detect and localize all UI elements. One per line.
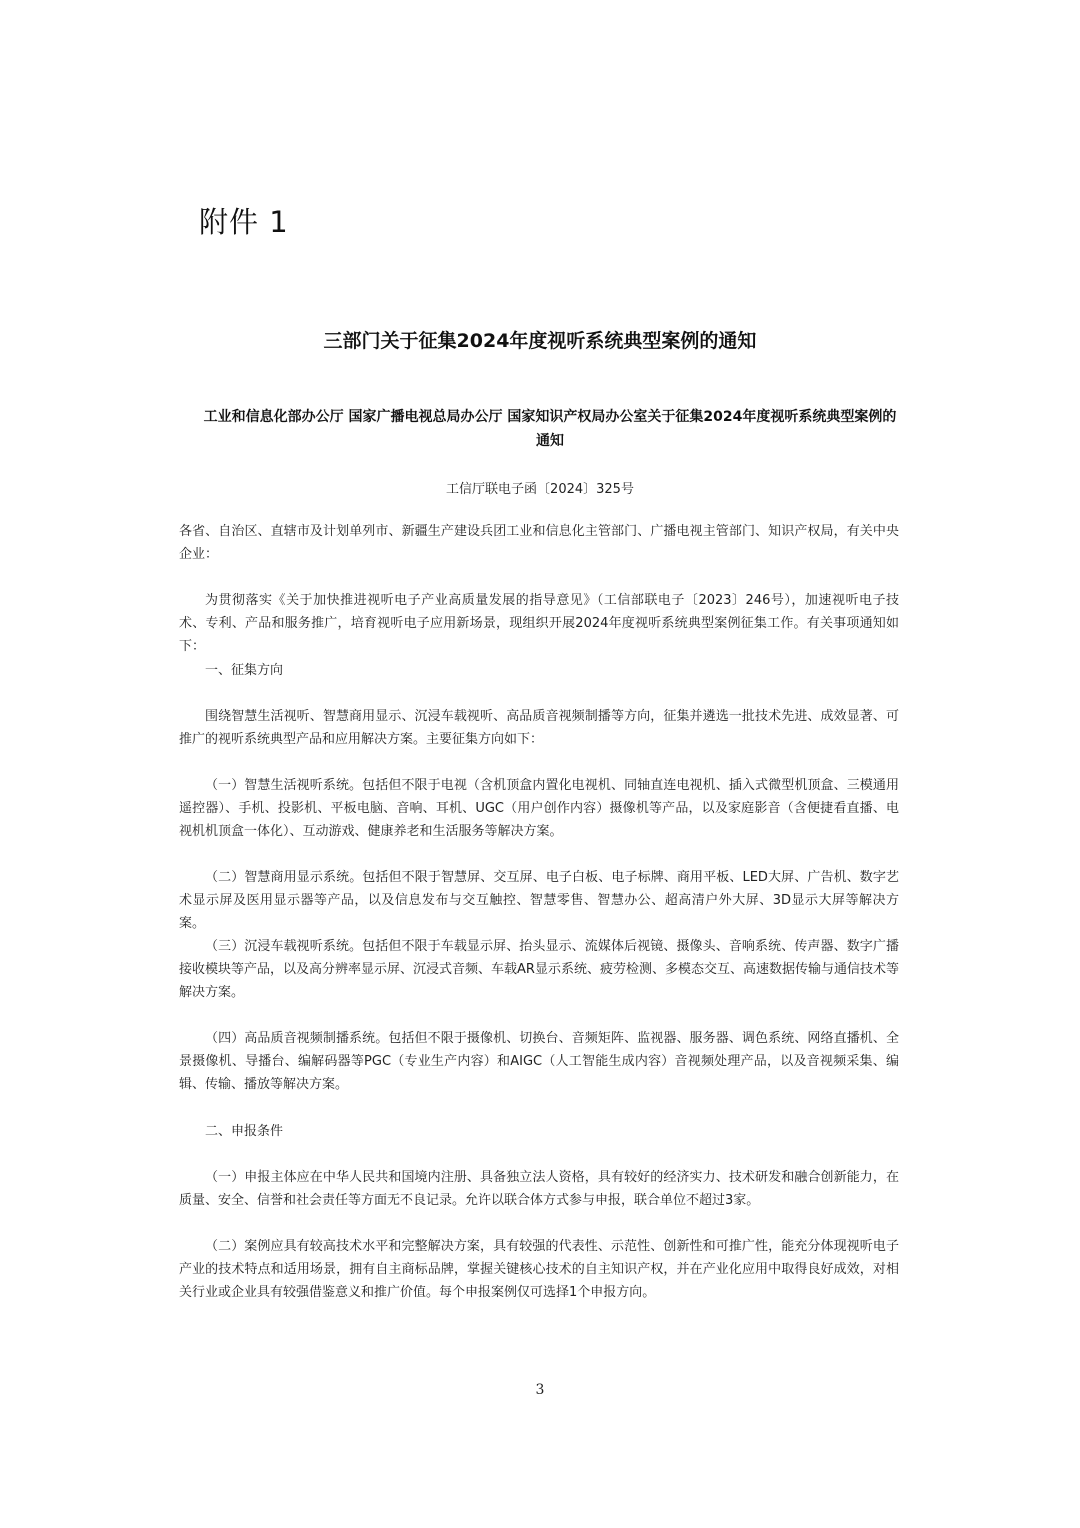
item-2-2-paragraph: （二）案例应具有较高技术水平和完整解决方案，具有较强的代表性、示范性、创新性和可推广性，能充分体现视听电子产业的技术特点和适用场景，拥有自主商标品牌，掌握关键核心技术的自主知识产权，并在产业化应用中取得良好成效，对相关行业或企业具有较强借鉴意义和推广价值。每个申报案例仅可选择1个申报方向。 [179, 1239, 899, 1300]
document-subtitle: 工业和信息化部办公厅 国家广播电视总局办公厅 国家知识产权局办公室关于征集2024年度视听系统典型案例的通知 [203, 409, 897, 449]
attachment-label: 附件 1 [199, 205, 289, 239]
item-1-1-paragraph: （一）智慧生活视听系统。包括但不限于电视（含机顶盒内置化电视机、同轴直连电视机、插入式微型机顶盒、三模通用遥控器）、手机、投影机、平板电脑、音响、耳机、UGC（用户创作内容）摄像机等产品，以及家庭影音（含便捷看直播、电视机机顶盒一体化）、互动游戏、健康养老和生活服务等解决方案。 [179, 778, 899, 839]
page-number: 3 [535, 1382, 545, 1398]
document-number: 工信厅联电子函〔2024〕325号 [446, 482, 634, 497]
section-heading-1: 一、征集方向 [205, 663, 284, 678]
document-title: 三部门关于征集2024年度视听系统典型案例的通知 [323, 330, 757, 352]
intro-paragraph: 为贯彻落实《关于加快推进视听电子产业高质量发展的指导意见》（工信部联电子〔2023〕246号），加速视听电子技术、专利、产品和服务推广，培育视听电子应用新场景，现组织开展2024年度视听系统典型案例征集工作。有关事项通知如下： [179, 593, 899, 654]
item-2-1-paragraph: （一）申报主体应在中华人民共和国境内注册、具备独立法人资格，具有较好的经济实力、技术研发和融合创新能力，在质量、安全、信誉和社会责任等方面无不良记录。允许以联合体方式参与申报，联合单位不超过3家。 [179, 1170, 899, 1208]
item-1-2-paragraph: （二）智慧商用显示系统。包括但不限于智慧屏、交互屏、电子白板、电子标牌、商用平板、LED大屏、广告机、数字艺术显示屏及医用显示器等产品，以及信息发布与交互触控、智慧零售、智慧办公、超高清户外大屏、3D显示大屏等解决方案。 [179, 870, 899, 931]
section-heading-2: 二、申报条件 [205, 1124, 284, 1139]
section-1-paragraph: 围绕智慧生活视听、智慧商用显示、沉浸车载视听、高品质音视频制播等方向，征集并遴选一批技术先进、成效显著、可推广的视听系统典型产品和应用解决方案。主要征集方向如下： [179, 709, 899, 747]
addressee-paragraph: 各省、自治区、直辖市及计划单列市、新疆生产建设兵团工业和信息化主管部门、广播电视主管部门、知识产权局，有关中央企业： [179, 524, 899, 562]
item-1-3-paragraph: （三）沉浸车载视听系统。包括但不限于车载显示屏、抬头显示、流媒体后视镜、摄像头、音响系统、传声器、数字广播接收模块等产品，以及高分辨率显示屏、沉浸式音频、车载AR显示系统、疲劳检测、多模态交互、高速数据传输与通信技术等解决方案。 [179, 939, 899, 1000]
item-1-4-paragraph: （四）高品质音视频制播系统。包括但不限于摄像机、切换台、音频矩阵、监视器、服务器、调色系统、网络直播机、全景摄像机、导播台、编解码器等PGC（专业生产内容）和AIGC（人工智能生成内容）音视频处理产品，以及音视频采集、编辑、传输、播放等解决方案。 [179, 1031, 899, 1092]
